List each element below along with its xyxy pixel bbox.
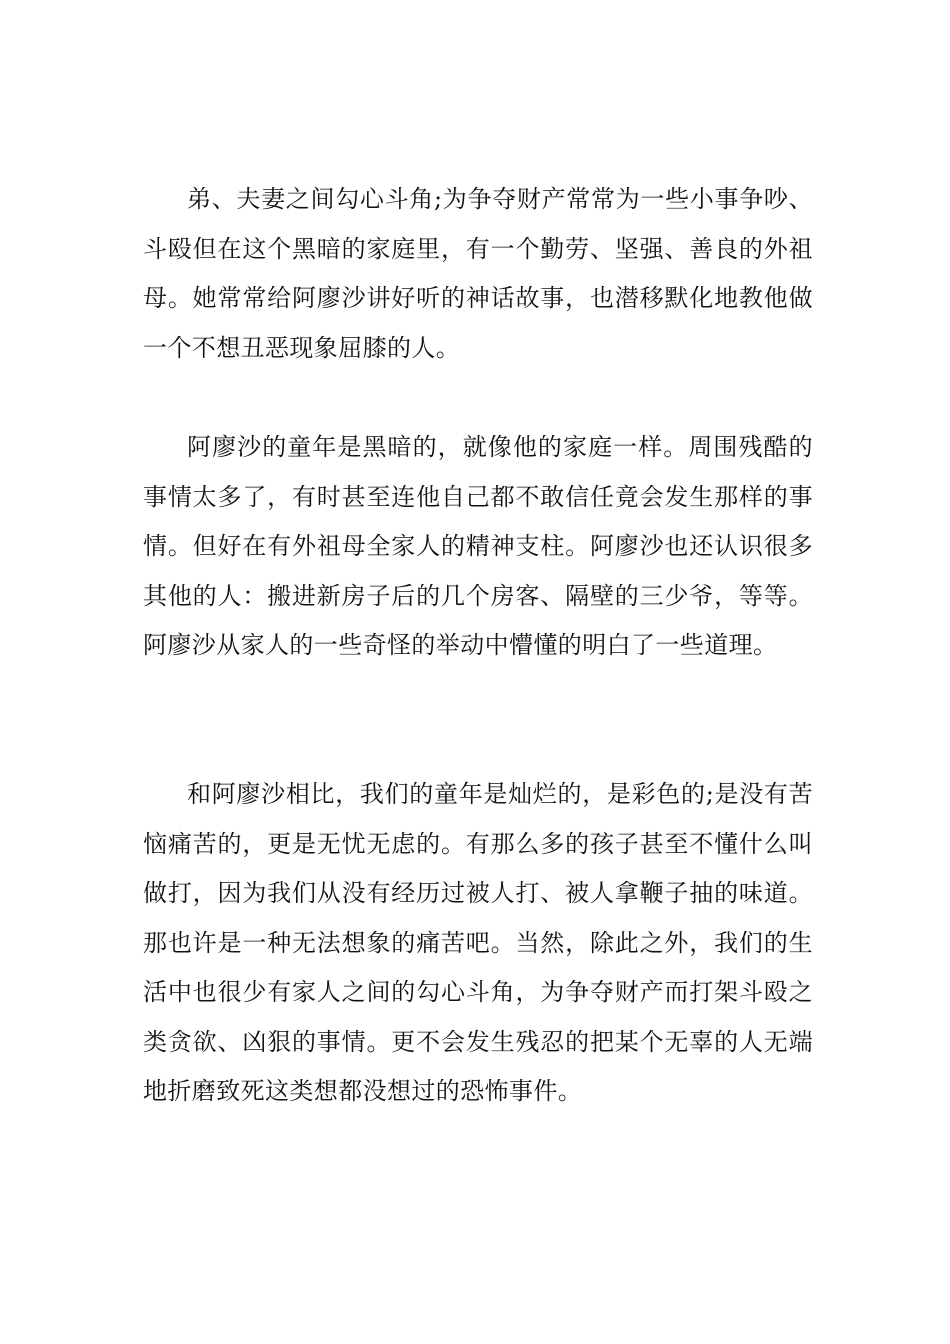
paragraph-3: 和阿廖沙相比，我们的童年是灿烂的，是彩色的;是没有苦恼痛苦的，更是无忧无虑的。有那么多的孩子甚至不懂什么叫做打，因为我们从没有经历过被人打、被人拿鞭子抽的味道。那也许是一种无法想象的痛苦吧。当然，除此之外，我们的生活中也很少有家人之间的勾心斗角，为争夺财产而打架斗殴之类贪欲、凶狠的事情。更不会发生残忍的把某个无辜的人无端地折磨致死这类想都没想过的恐怖事件。: [143, 780, 813, 1105]
paragraph-2: 阿廖沙的童年是黑暗的，就像他的家庭一样。周围残酷的事情太多了，有时甚至连他自己都不敢信任竟会发生那样的事情。但好在有外祖母全家人的精神支柱。阿廖沙也还认识很多其他的人：搬进新房子后的几个房客、隔壁的三少爷，等等。阿廖沙从家人的一些奇怪的举动中懵懂的明白了一些道理。: [143, 433, 813, 659]
paragraph-1: 弟、夫妻之间勾心斗角;为争夺财产常常为一些小事争吵、斗殴但在这个黑暗的家庭里，有一个勤劳、坚强、善良的外祖母。她常常给阿廖沙讲好听的神话故事，也潜移默化地教他做一个不想丑恶现象屈膝的人。: [143, 185, 813, 362]
